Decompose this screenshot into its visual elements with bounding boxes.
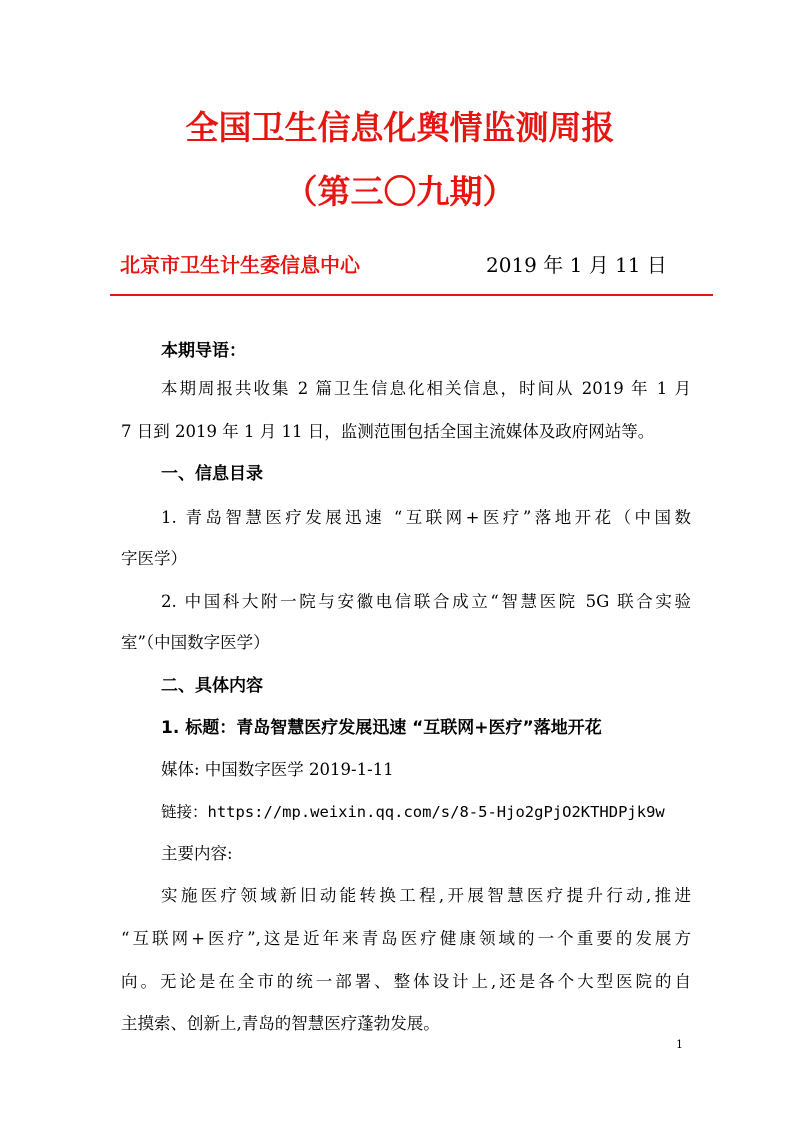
toc-item: 1. 青岛智慧医疗发展迅速 “互联网+医疗”落地开花（中国数 [161, 508, 691, 527]
article-media: 媒体: 中国数字医学 2019-1-11 [161, 760, 394, 779]
intro-text-line: 本期周报共收集 2 篇卫生信息化相关信息，时间从 2019 年 1 月 [161, 379, 691, 398]
article-title: 1. 标题：青岛智慧医疗发展迅速 “互联网+医疗”落地开花 [161, 718, 602, 738]
page-number: 1 [676, 1038, 683, 1051]
summary-line: 主摸索、创新上,青岛的智慧医疗蓬勃发展。 [121, 1014, 440, 1033]
summary-line: “互联网+医疗”,这是近年来青岛医疗健康领域的一个重要的发展方 [121, 929, 691, 948]
summary-label: 主要内容: [161, 844, 233, 863]
article-link: 链接：https://mp.weixin.qq.com/s/8-5-Hjo2gPjO2KTHDPjk9w [161, 803, 665, 821]
content-heading: 二、具体内容 [161, 676, 263, 696]
header-divider [110, 294, 713, 296]
issue-number: （第三〇九期） [284, 172, 516, 211]
intro-heading: 本期导语： [161, 341, 246, 361]
toc-heading: 一、信息目录 [161, 464, 263, 484]
report-date: 2019 年 1 月 11 日 [486, 253, 667, 277]
summary-line: 向。无论是在全市的统一部署、整体设计上,还是各个大型医院的自 [121, 972, 691, 991]
toc-item: 2. 中国科大附一院与安徽电信联合成立“智慧医院 5G 联合实验 [161, 592, 691, 611]
intro-text-line: 7 日到 2019 年 1 月 11 日，监测范围包括全国主流媒体及政府网站等。 [121, 422, 655, 441]
organization-name: 北京市卫生计生委信息中心 [120, 253, 360, 277]
summary-line: 实施医疗领域新旧动能转换工程,开展智慧医疗提升行动,推进 [161, 886, 691, 905]
toc-item-continued: 字医学） [121, 549, 187, 568]
toc-item-continued: 室”（中国数字医学） [121, 633, 270, 652]
report-title: 全国卫生信息化舆情监测周报 [185, 108, 615, 147]
